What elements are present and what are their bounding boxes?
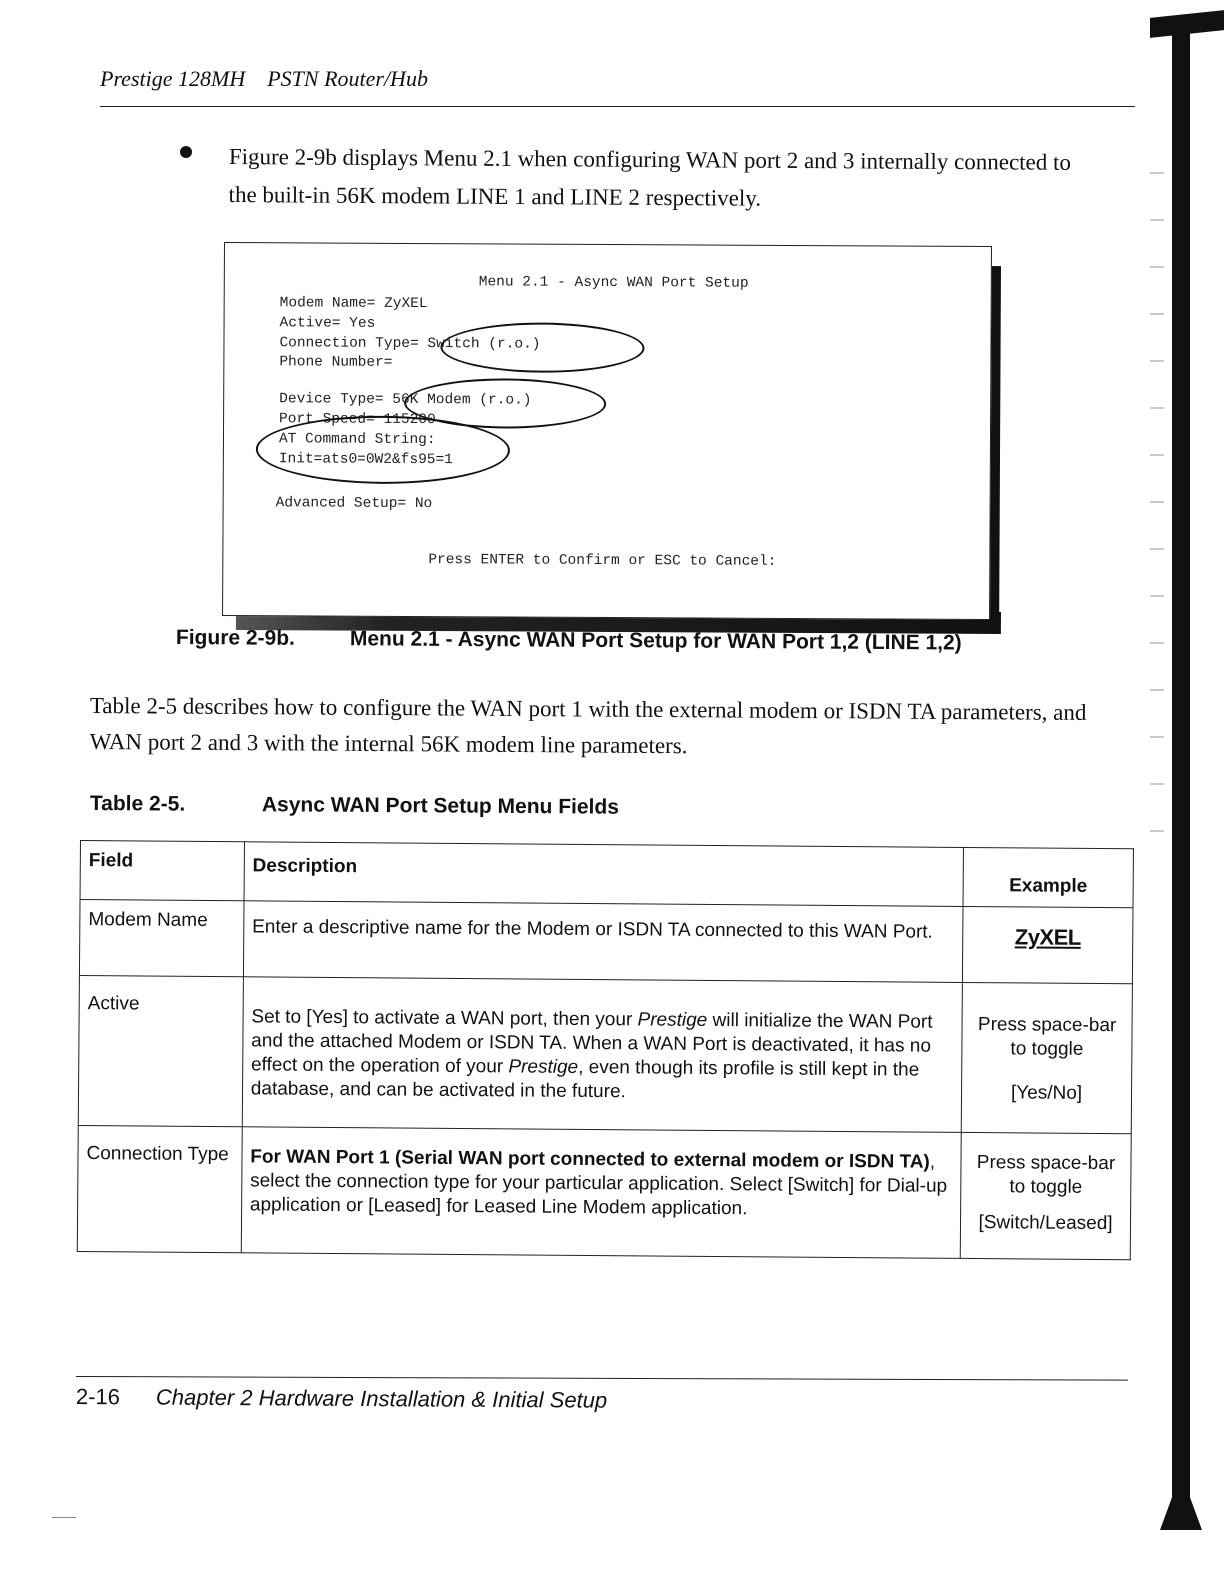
description-text: , select the connection type for your particular application. Select [Switch] for Dial-up application or [Leased] for Leased Line Modem application. [249,1151,948,1220]
figure-title: Menu 2.1 - Async WAN Port Setup for WAN Port 1,2 (LINE 1,2) [349,627,962,655]
header-description: Description [244,842,964,907]
table-title: Async WAN Port Setup Menu Fields [261,793,620,819]
cell-description [242,977,962,1133]
table-header-row [80,841,1133,908]
example-instruction: Press space-bar to toggle [976,1152,1116,1198]
cell-description [241,1127,961,1259]
highlight-oval-connection-type [440,322,644,373]
running-header [100,66,428,92]
terminal-phone-number: Phone Number= [279,354,393,371]
table-row [77,1125,1131,1259]
table-row [78,975,1132,1133]
figure-number: Figure 2-9b. [175,626,296,650]
zyxel-logo: ZyXEL [1014,924,1081,950]
description-text: , even though its profile is still kept in the database, and can be activated in the future. [250,1056,920,1103]
cell-field: Modem Name [79,900,243,977]
terminal-screen [222,242,992,620]
terminal-title: Menu 2.1 - Async WAN Port Setup [478,274,749,292]
terminal-at-command: AT Command String: [278,431,436,449]
table-caption [90,792,619,820]
description-text: will initialize the WAN Port and the attached Modem or ISDN TA. When a WAN Port is deactivated, it has no effect on the operation of your [250,1009,933,1078]
chapter-title: Chapter 2 Hardware Installation & Initial Setup [155,1384,608,1413]
example-values: [Yes/No] [1010,1082,1083,1104]
example-instruction: Press space-bar to toggle [977,1014,1117,1060]
figure-caption [176,626,962,655]
bullet-icon [180,146,192,158]
binding-edge-foot [1160,1490,1202,1530]
body-paragraph: Table 2-5 describes how to configure the WAN port 1 with the external modem or ISDN TA parameters, and WAN port 2 and 3 with the internal 56K modem line parameters. [89,692,1087,759]
footer-rule [76,1376,1128,1381]
description-bold: For WAN Port 1 (Serial WAN port connected to external modem or ISDN TA) [250,1146,930,1173]
terminal-active: Active= Yes [279,315,376,332]
terminal-device-type: Device Type= 56K Modem (r.o.) [279,391,532,409]
description-emphasis: Prestige [508,1056,579,1078]
cell-example [961,982,1132,1133]
terminal-init-string: Init=ats0=0W2&fs95=1 [278,451,453,469]
scan-mark [52,1517,76,1518]
header-rule [100,106,1135,107]
scan-speckle [1150,150,1164,870]
description-emphasis: Prestige [637,1009,708,1031]
header-example: Example [963,847,1133,907]
fields-table [77,840,1134,1260]
terminal-advanced-setup: Advanced Setup= No [275,495,433,513]
highlight-oval-init-string [256,415,510,484]
binding-edge [1172,24,1190,1524]
running-footer [76,1384,607,1414]
terminal-prompt: Press ENTER to Confirm or ESC to Cancel: [428,552,777,570]
cell-description: Enter a descriptive name for the Modem or ISDN TA connected to this WAN Port. [243,901,963,983]
page-number: 2-16 [75,1384,121,1410]
cell-example [962,906,1133,983]
terminal-port-speed: Port Speed= 115200 [279,411,436,429]
cell-field: Active [78,975,243,1126]
table-number: Table 2-5. [89,792,186,816]
product-subtitle: PSTN Router/Hub [267,66,428,91]
example-values: [Switch/Leased] [978,1212,1113,1235]
terminal-modem-name: Modem Name= ZyXEL [279,295,428,313]
description-text: Set to [Yes] to activate a WAN port, then your [251,1006,638,1031]
cell-field: Connection Type [77,1125,242,1252]
table-row [79,900,1133,984]
header-field: Field [80,841,244,901]
product-name: Prestige 128MH [100,66,246,91]
terminal-connection-type: Connection Type= Switch (r.o.) [279,335,541,353]
cell-example [960,1132,1131,1259]
bullet-paragraph: Figure 2-9b displays Menu 2.1 when configuring WAN port 2 and 3 internally connected to the built-in 56K modem LINE 1 and LINE 2 respectively. [228,143,1072,211]
